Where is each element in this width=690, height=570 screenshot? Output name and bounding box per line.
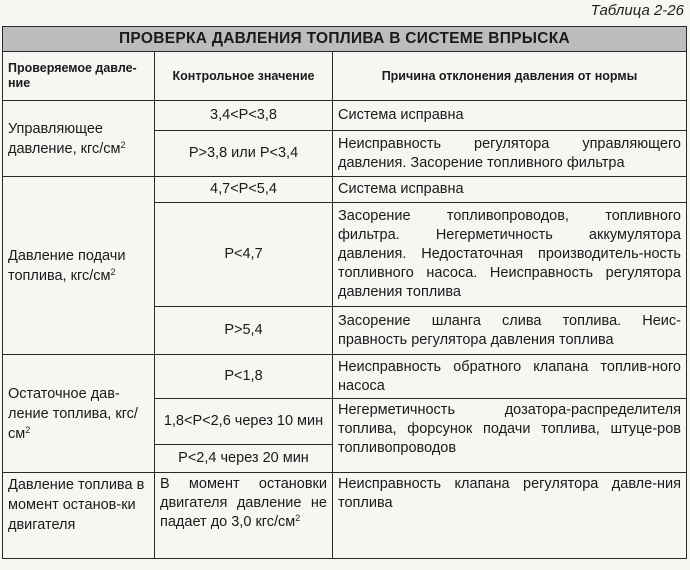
param-label: Управляющее давление, (8, 120, 103, 157)
param-cell (3, 177, 155, 355)
unit-exponent: 2 (120, 139, 126, 150)
control-value: P>5,4 (155, 307, 333, 355)
control-value: В момент остановки двигателя давление не падает до 3,0 (160, 476, 327, 530)
param-cell (3, 101, 155, 177)
pressure-check-table (2, 26, 687, 559)
control-value: P<2,4 через 20 мин (155, 445, 333, 473)
control-value: 1,8<P<2,6 через 10 мин (155, 399, 333, 445)
unit-exponent: 2 (25, 424, 31, 435)
unit-exponent: 2 (110, 266, 116, 277)
header-row (3, 52, 687, 101)
table-title: ПРОВЕРКА ДАВЛЕНИЯ ТОПЛИВА В СИСТЕМЕ ВПРЫСКА (3, 27, 687, 52)
control-value: P>3,8 или P<3,4 (155, 131, 333, 177)
cause-text: Система исправна (333, 177, 687, 203)
unit-label: кгс/см (255, 514, 296, 530)
param-label: Давление подачи топлива, (8, 247, 126, 284)
unit-label: кгс/см (80, 140, 121, 157)
unit-label: кгс/см (8, 405, 138, 442)
table-row (3, 177, 687, 203)
header-control: Контрольное значение (155, 52, 333, 101)
control-value: 4,7<P<5,4 (155, 177, 333, 203)
param-label: Остаточное дав-ление топлива, (8, 385, 120, 422)
control-value: 3,4<P<3,8 (155, 101, 333, 131)
unit-exponent: 2 (295, 513, 301, 523)
cause-text: Неисправность обратного клапана топлив-ного насоса (333, 355, 687, 399)
table-caption: Таблица 2-26 (590, 2, 684, 19)
control-value: P<1,8 (155, 355, 333, 399)
header-cause: Причина отклонения давления от нормы (333, 52, 687, 101)
cause-text: Засорение шланга слива топлива. Неис-правность регулятора давления топлива (333, 307, 687, 355)
table-row (3, 355, 687, 399)
param-cell (3, 473, 155, 559)
param-cell (3, 355, 155, 473)
cause-text: Неисправность регулятора управляющего давления. Засорение топливного фильтра (333, 131, 687, 177)
table-row (3, 101, 687, 131)
param-label: Давление топлива в момент останов-ки двигателя (8, 477, 145, 533)
unit-label: кгс/см (70, 267, 111, 284)
control-value: P<4,7 (155, 203, 333, 307)
cause-text: Засорение топливопроводов, топливного фильтра. Негерметичность аккумулятора давления. Недостаточная производитель-ность топливного насоса. Неисправность регулятора давления топлива (333, 203, 687, 307)
header-param: Проверяемое давле-ние (3, 52, 155, 101)
cause-text: Неисправность клапана регулятора давле-ния топлива (333, 473, 687, 559)
cause-text: Негерметичность дозатора-распределителя топлива, форсунок подачи топлива, штуце-ров топливопроводов (333, 399, 687, 473)
control-cell (155, 473, 333, 559)
table-row (3, 473, 687, 559)
cause-text: Система исправна (333, 101, 687, 131)
